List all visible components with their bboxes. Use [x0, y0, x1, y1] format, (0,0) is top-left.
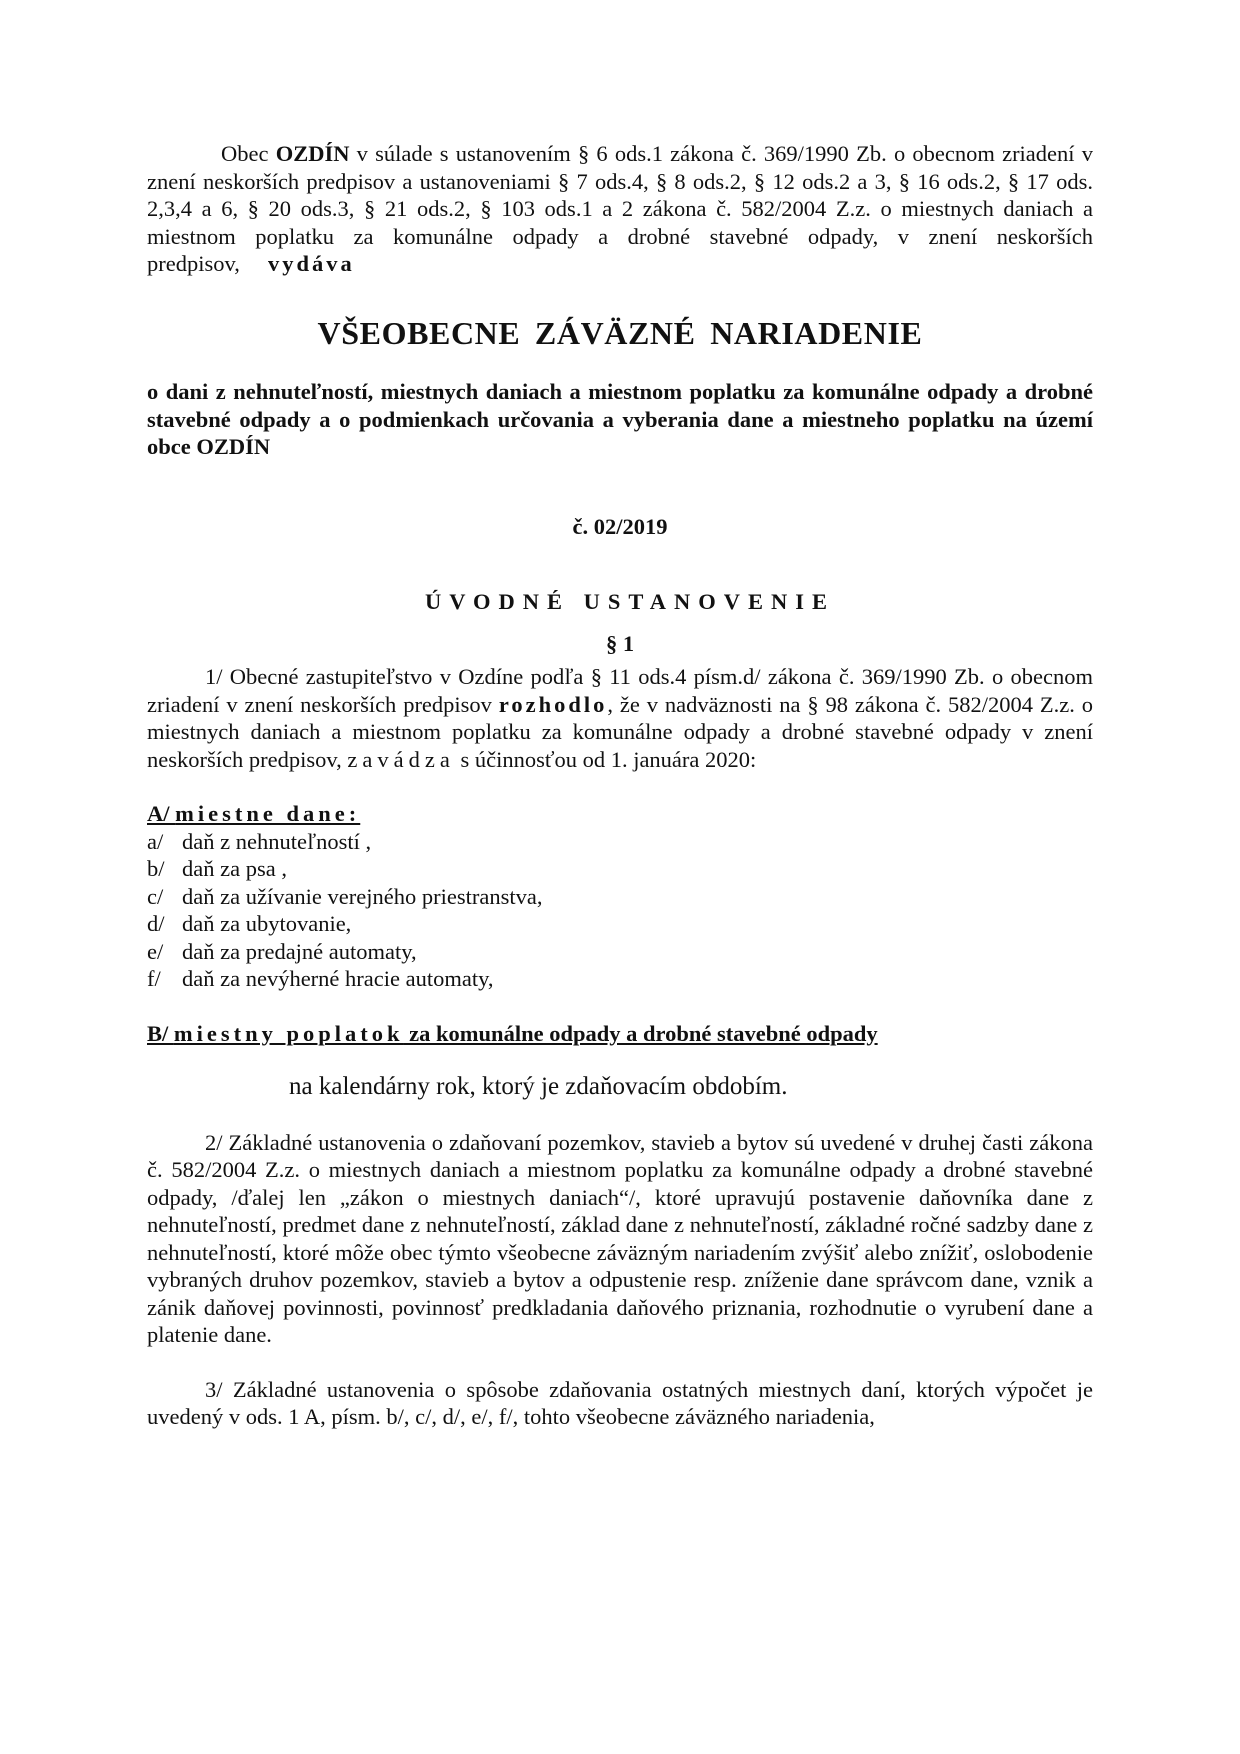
calendar-year-line: na kalendárny rok, ktorý je zdaňovacím obdobím.: [289, 1073, 788, 1100]
intro-text-body: v súlade s ustanovením § 6 ods.1 zákona č. 369/1990 Zb. o obecnom zriadení v znení neskorších predpisov a ustanoveniami § 7 ods.4, § 8 ods.2, § 12 ods.2 a 3, § 16 ods.2, § 17 ods. 2,3,4 a 6, § 20 ods.3, § 21 ods.2, § 103 ods.1 a 2 zákona č. 582/2004 Z.z. o miestnych daniach a miestnom poplatku za komunálne odpady a drobné stavebné odpady, v znení neskorších predpisov,: [147, 141, 1093, 276]
list-item-text: daň za užívanie verejného priestranstva,: [182, 883, 543, 909]
list-item-text: daň za psa ,: [182, 856, 287, 881]
paragraph-1-text-a: 1/ Obecné zastupiteľstvo v Ozdíne podľa § 11 ods.4 písm.d/ zákona č. 369/1990 Zb. o obecnom zriadení v znení neskorších predpisov: [147, 664, 1093, 717]
list-item-text: daň za predajné automaty,: [182, 938, 417, 964]
document-subtitle: o dani z nehnuteľností, miestnych daniach a miestnom poplatku za komunálne odpady a drobné stavebné odpady a o podmienkach určovania a vyberania dane a miestneho poplatku na území obce OZDÍN: [147, 379, 1093, 459]
local-fee-title: miestny poplatok: [173, 1020, 404, 1046]
decided-word: rozhodlo: [498, 691, 608, 717]
local-fee-rest: za komunálne odpady a drobné stavebné odpady: [403, 1020, 878, 1046]
list-item: [147, 855, 1093, 883]
local-taxes-title: miestne dane:: [175, 801, 361, 826]
local-taxes-heading: [147, 800, 1093, 828]
list-item: [147, 883, 1093, 911]
list-item-text: daň z nehnuteľností ,: [182, 828, 372, 854]
list-item-text: daň za nevýherné hracie automaty,: [182, 966, 494, 991]
local-taxes-prefix: A/: [147, 801, 176, 826]
list-item: [147, 965, 1093, 993]
paragraph-sign: § 1: [605, 630, 635, 656]
local-fee-heading: [147, 1020, 1093, 1048]
introduces-word: zavádza: [347, 746, 455, 772]
local-taxes-list: [147, 828, 1093, 993]
regulation-number: č. 02/2019: [572, 513, 668, 539]
document-page: [147, 140, 1093, 1431]
section-heading: ÚVODNÉ USTANOVENIE: [424, 589, 836, 614]
paragraph-1-text-b: , že v nadväznosti na § 98 zákona č. 582/2004 Z.z. o miestnych daniach a miestnom poplatku za komunálne odpady a drobné stavebné odpady v znení neskorších predpisov,: [147, 691, 1093, 772]
list-item-marker: b/: [147, 856, 165, 881]
list-item-marker: c/: [147, 883, 164, 909]
issues-word: vydáva: [268, 251, 355, 276]
list-item: [147, 910, 1093, 938]
paragraph-3: 3/ Základné ustanovenia o spôsobe zdaňovania ostatných miestnych daní, ktorých výpočet je uvedený v ods. 1 A, písm. b/, c/, d/, e/, f/, tohto všeobecne záväzného nariadenia,: [147, 1376, 1093, 1429]
list-item: [147, 828, 1093, 856]
document-title: VŠEOBECNE ZÁVÄZNÉ NARIADENIE: [317, 315, 923, 351]
list-item-marker: e/: [147, 938, 164, 964]
list-item-marker: a/: [147, 828, 164, 854]
paragraph-2: 2/ Základné ustanovenia o zdaňovaní pozemkov, stavieb a bytov sú uvedené v druhej časti zákona č. 582/2004 Z.z. o miestnych daniach a miestnom poplatku za komunálne odpady a drobné stavebné odpady, /ďalej len „zákon o miestnych daniach“/, ktoré upravujú postavenie daňovníka dane z nehnuteľností, predmet dane z nehnuteľností, základ dane z nehnuteľností, základné ročné sadzby dane z nehnuteľností, ktoré môže obec týmto všeobecne záväzným nariadením zvýšiť alebo znížiť, oslobodenie vybraných druhov pozemkov, stavieb a bytov a odpustenie resp. zníženie dane správcom dane, vznik a zánik daňovej povinnosti, povinnosť predkladania daňového priznania, rozhodnutie o vyrubení dane a platenie dane.: [147, 1129, 1093, 1347]
list-item-marker: f/: [147, 966, 161, 991]
municipality-name: OZDÍN: [275, 141, 350, 166]
paragraph-1: [147, 663, 1093, 773]
intro-text-start: Obec: [221, 141, 276, 166]
list-item-text: daň za ubytovanie,: [182, 911, 352, 936]
paragraph-1-text-c: s účinnosťou od 1. januára 2020:: [454, 746, 757, 772]
local-fee-prefix: B/: [147, 1020, 174, 1046]
list-item: [147, 938, 1093, 966]
list-item-marker: d/: [147, 911, 165, 936]
intro-paragraph: [147, 140, 1093, 277]
